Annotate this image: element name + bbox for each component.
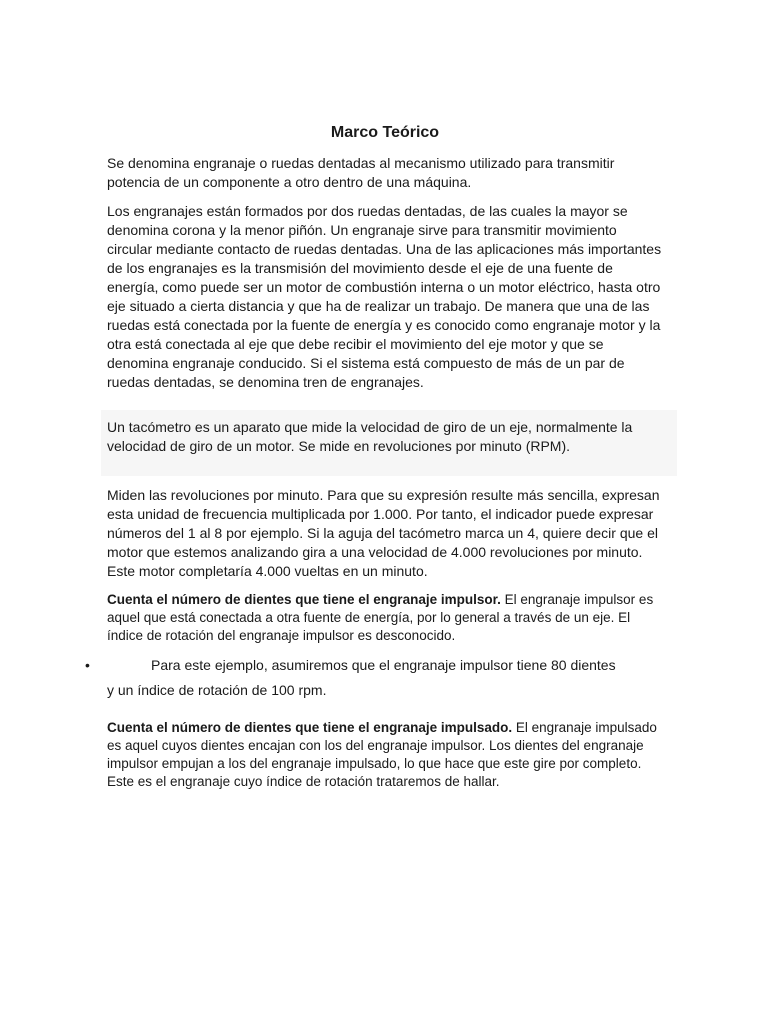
bullet-line-2: y un índice de rotación de 100 rpm. <box>107 682 327 698</box>
bullet-marker: • <box>85 657 90 673</box>
page-title: Marco Teórico <box>330 124 440 141</box>
paragraph-driven-gear <box>107 719 663 791</box>
paragraph-driver-gear <box>107 591 663 645</box>
paragraph-tachometer: Un tacómetro es un aparato que mide la velocidad de giro de un eje, normalmente la velocidad de giro de un motor. Se mide en revoluciones por minuto (RPM). <box>107 419 633 454</box>
tachometer-box <box>101 410 677 476</box>
driver-gear-heading: Cuenta el número de dientes que tiene el engranaje impulsor. <box>107 592 501 607</box>
document-page <box>85 122 663 791</box>
paragraph-rpm: Miden las revoluciones por minuto. Para que su expresión resulte más sencilla, expresan esta unidad de frecuencia multiplicada por 1.000. Por tanto, el indicador puede expresar números del 1 al 8 por ejemplo. Si la aguja del tacómetro marca un 4, quiere decir que el motor que estemos analizando gira a una velocidad de 4.000 revoluciones por minuto. Este motor completaría 4.000 vueltas en un minuto. <box>107 487 660 579</box>
bullet-line-1: Para este ejemplo, asumiremos que el engranaje impulsor tiene 80 dientes <box>151 657 616 673</box>
bullet-item <box>85 653 663 703</box>
paragraph-gears: Los engranajes están formados por dos ruedas dentadas, de las cuales la mayor se denomina corona y la menor piñón. Un engranaje sirve para transmitir movimiento circular mediante contacto de ruedas dentadas. Una de las aplicaciones más importantes de los engranajes es la transmisión del movimiento desde el eje de una fuente de energía, como puede ser un motor de combustión interna o un motor eléctrico, hasta otro eje situado a cierta distancia y que ha de realizar un trabajo. De manera que una de las ruedas está conectada por la fuente de energía y es conocido como engranaje motor y la otra está conectada al eje que debe recibir el movimiento del eje motor y que se denomina engranaje conducido. Si el sistema está compuesto de más de un par de ruedas dentadas, se denomina tren de engranajes. <box>107 203 662 390</box>
driven-gear-text: El engranaje impulsado es aquel cuyos dientes encajan con los del engranaje impulsor. Los dientes del engranaje impulsor empujan a los del engranaje impulsado, lo que hace que este gire por completo. Este es el engranaje cuyo índice de rotación trataremos de hallar. <box>107 720 657 789</box>
driver-gear-text: El engranaje impulsor es aquel que está conectada a otra fuente de energía, por lo general a través de un eje. El índice de rotación del engranaje impulsor es desconocido. <box>107 592 654 643</box>
driven-gear-heading: Cuenta el número de dientes que tiene el engranaje impulsado. <box>107 720 513 735</box>
paragraph-definition: Se denomina engranaje o ruedas dentadas al mecanismo utilizado para transmitir potencia de un componente a otro dentro de una máquina. <box>107 155 615 190</box>
